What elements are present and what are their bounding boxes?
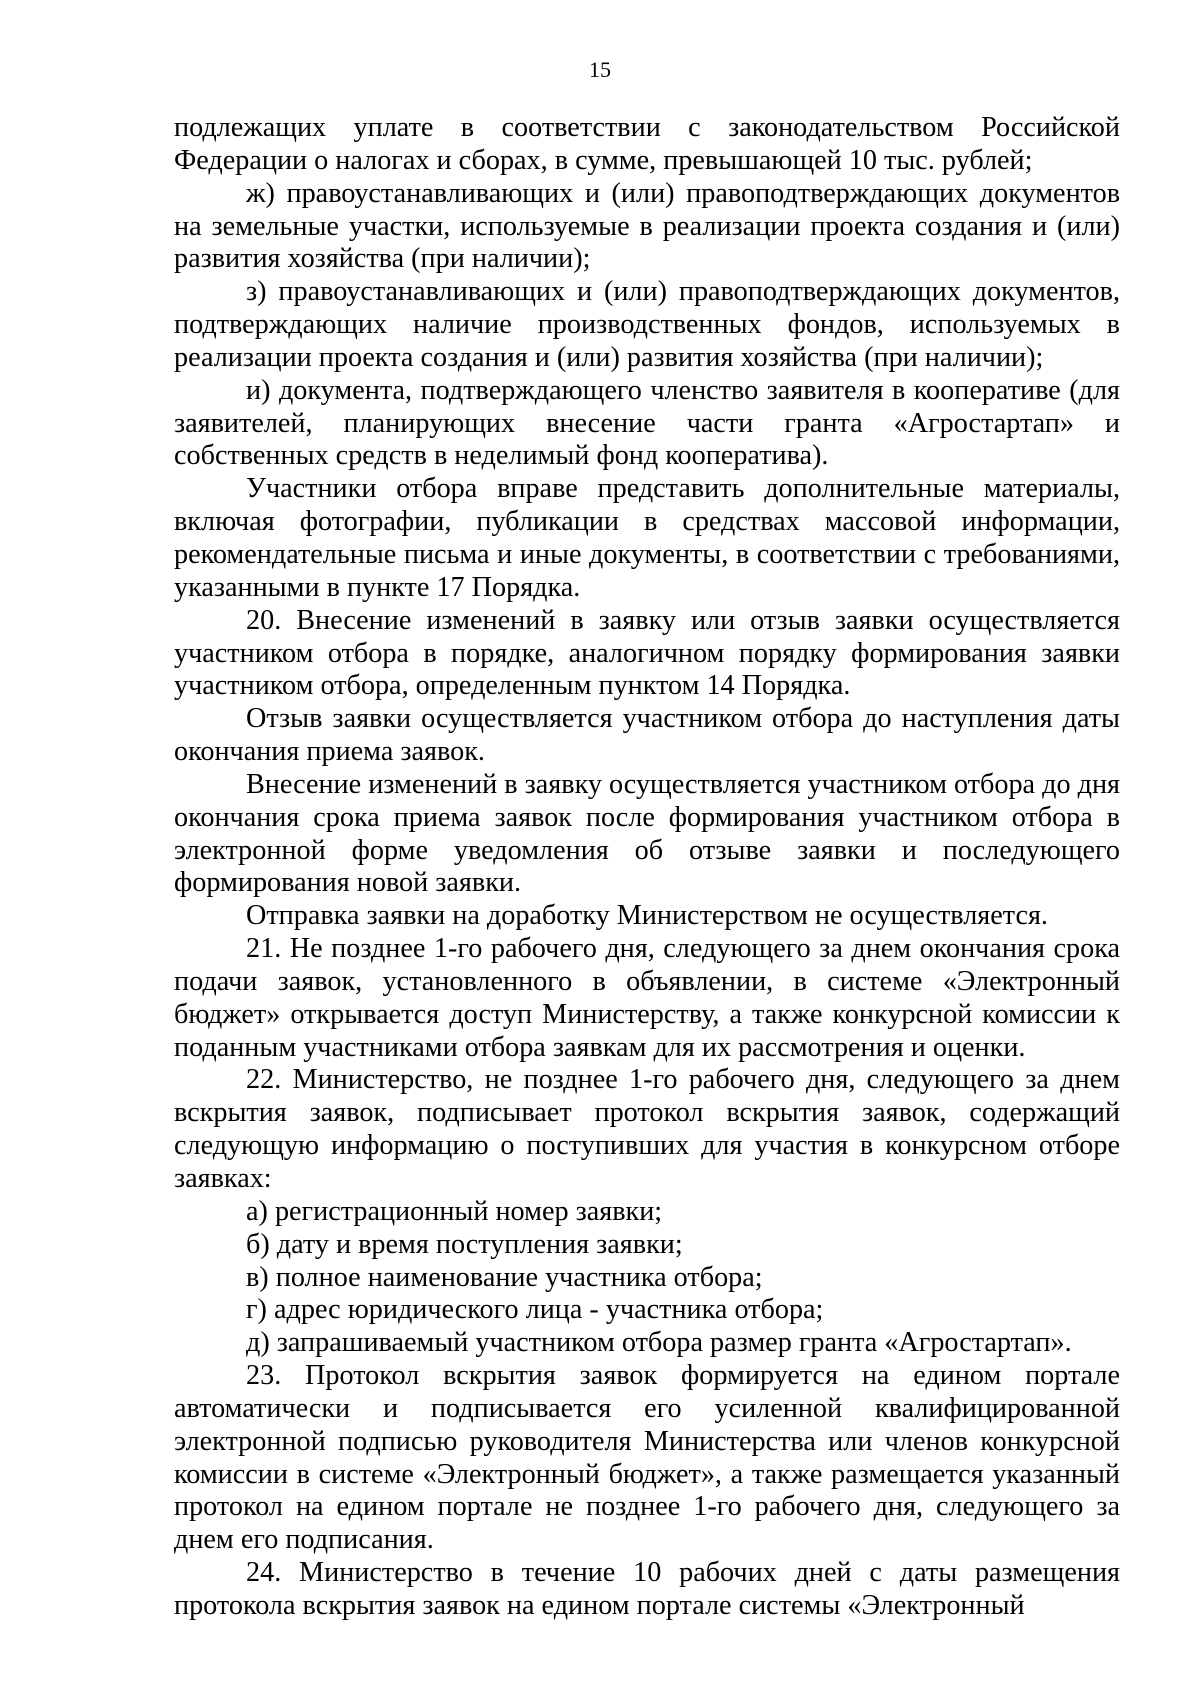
paragraph-clause-23: 23. Протокол вскрытия заявок формируется на едином портале автоматически и подписывается его усиленной квалифицированной электронной подписью руководителя Министерства или членов конкурсной комиссии в системе «Электронный бюджет», а также размещается указанный протокол на едином портале не позднее 1-го рабочего дня, следующего за днем его подписания. (174, 1360, 1120, 1556)
paragraph-clause-20: 20. Внесение изменений в заявку или отзыв заявки осуществляется участником отбора в порядке, аналогичном порядку формирования заявки участником отбора, определенным пунктом 14 Порядка. (174, 604, 1120, 702)
paragraph-clause-22: 22. Министерство, не позднее 1-го рабочего дня, следующего за днем вскрытия заявок, подписывает протокол вскрытия заявок, содержащий следующую информацию о поступивших для участия в конкурсном отборе заявках: (174, 1064, 1120, 1194)
list-item-b: б) дату и время поступления заявки; (246, 1228, 683, 1260)
paragraph-item-z: з) правоустанавливающих и (или) правоподтверждающих документов, подтверждающих наличие производственных фондов, используемых в реализации проекта создания и (или) развития хозяйства (при наличии); (174, 276, 1120, 373)
paragraph-item-zh: ж) правоустанавливающих и (или) правоподтверждающих документов на земельные участки, используемые в реализации проекта создания и (или) развития хозяйства (при наличии); (174, 177, 1120, 275)
document-body (174, 112, 1120, 1623)
paragraph-additional-materials: Участники отбора вправе представить дополнительные материалы, включая фотографии, публикации в средствах массовой информации, рекомендательные письма и иные документы, в соответствии с требованиями, указанными в пункте 17 Порядка. (174, 473, 1120, 603)
paragraph-changes: Внесение изменений в заявку осуществляется участником отбора до дня окончания срока приема заявок после формирования участником отбора в электронной форме уведомления об отзыве заявки и последующего формирования новой заявки. (174, 768, 1120, 899)
list-item-d: д) запрашиваемый участником отбора размер гранта «Агростартап». (246, 1327, 1072, 1359)
paragraph-withdrawal: Отзыв заявки осуществляется участником отбора до наступления даты окончания приема заявок. (174, 703, 1120, 768)
list-item-g: г) адрес юридического лица - участника отбора; (246, 1294, 824, 1326)
list-item-a: а) регистрационный номер заявки; (246, 1195, 663, 1227)
paragraph-clause-24: 24. Министерство в течение 10 рабочих дней с даты размещения протокола вскрытия заявок на едином портале системы «Электронный (174, 1557, 1120, 1621)
list-item-v: в) полное наименование участника отбора; (246, 1261, 763, 1293)
paragraph-tax-continuation: подлежащих уплате в соответствии с законодательством Российской Федерации о налогах и сборах, в сумме, превышающей 10 тыс. рублей; (174, 112, 1120, 176)
paragraph-item-i: и) документа, подтверждающего членство заявителя в кооперативе (для заявителей, планирующих внесение части гранта «Агростартап» и собственных средств в неделимый фонд кооператива). (174, 374, 1120, 472)
page-number: 15 (589, 57, 611, 82)
paragraph-revision: Отправка заявки на доработку Министерством не осуществляется. (246, 900, 1048, 932)
paragraph-clause-21: 21. Не позднее 1-го рабочего дня, следующего за днем окончания срока подачи заявок, установленного в объявлении, в системе «Электронный бюджет» открывается доступ Министерству, а также конкурсной комиссии к поданным участниками отбора заявкам для их рассмотрения и оценки. (174, 933, 1120, 1063)
